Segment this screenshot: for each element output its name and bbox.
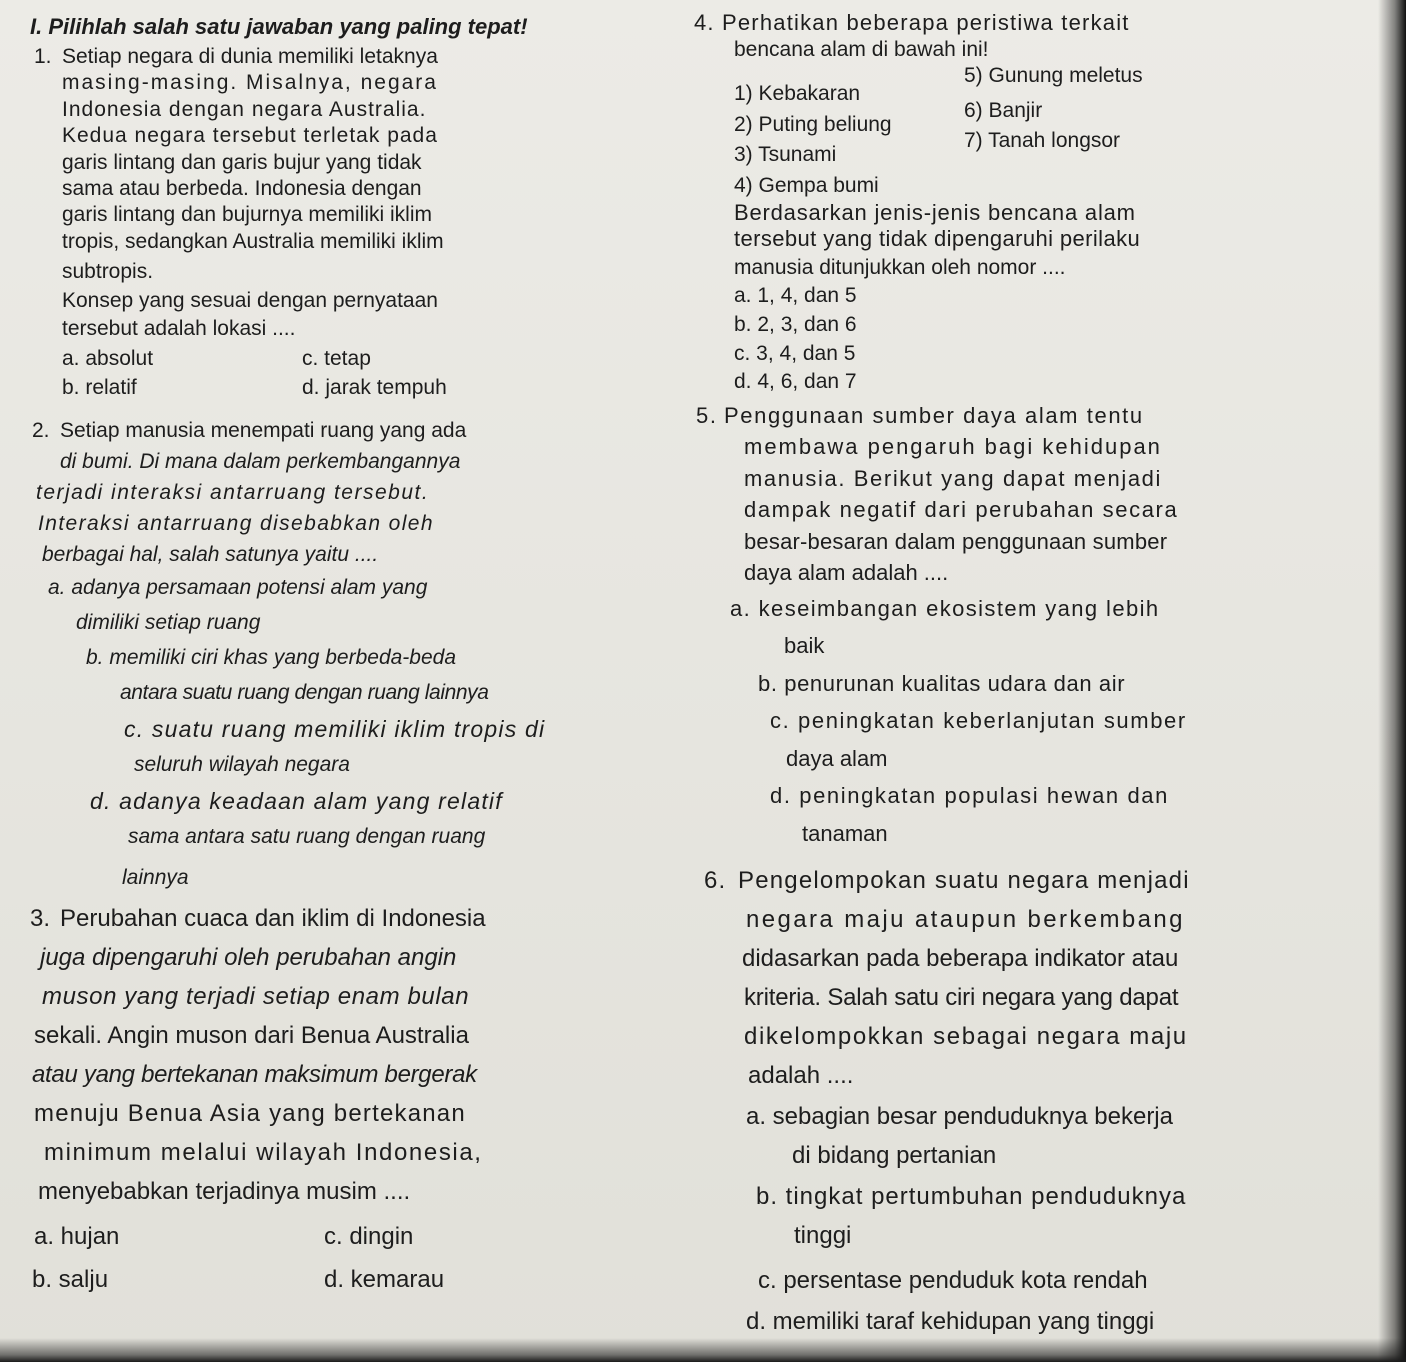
hazard-item: 6) Banjir [964, 98, 1043, 122]
page-edge-shadow [1378, 0, 1406, 1362]
question-text: berbagai hal, salah satunya yaitu .... [42, 543, 379, 567]
question-number: 3. [30, 905, 51, 933]
page-bottom-shadow [0, 1338, 1406, 1362]
option-5b[interactable] [690, 668, 1370, 700]
option-text: a. sebagian besar penduduknya bekerja [746, 1103, 1173, 1131]
option-text: c. peningkatan keberlanjutan sumber [770, 708, 1187, 734]
option-1d[interactable]: d. jarak tempuh [302, 375, 447, 399]
question-number: 2. [32, 419, 50, 443]
hazard-item: 2) Puting beliung [734, 112, 892, 136]
option-text: b. memiliki ciri khas yang berbeda-beda [86, 646, 457, 670]
option-4c[interactable]: c. 3, 4, dan 5 [734, 341, 856, 365]
option-4b[interactable]: b. 2, 3, dan 6 [734, 312, 857, 336]
question-text: manusia ditunjukkan oleh nomor .... [734, 255, 1066, 279]
question-text: Berdasarkan jenis-jenis bencana alam [734, 199, 1136, 225]
option-4a[interactable]: a. 1, 4, dan 5 [734, 284, 857, 308]
question-text: daya alam adalah .... [744, 560, 949, 586]
question-text: Indonesia dengan negara Australia. [62, 97, 427, 121]
question-text: masing-masing. Misalnya, negara [62, 71, 438, 95]
right-column [690, 10, 1370, 1341]
question-2 [30, 415, 650, 893]
option-text: di bidang pertanian [792, 1142, 997, 1170]
option-2a[interactable] [30, 572, 650, 603]
hazard-item: 4) Gempa bumi [734, 173, 879, 197]
option-6d[interactable] [690, 1302, 1370, 1341]
hazard-item: 1) Kebakaran [734, 82, 861, 106]
question-number: 5. [696, 402, 718, 428]
question-text: juga dipengaruhi oleh perubahan angin [40, 944, 457, 972]
question-text: di bumi. Di mana dalam perkembangannya [60, 450, 461, 474]
question-5 [690, 400, 1370, 850]
option-text: dimiliki setiap ruang [76, 611, 261, 635]
section-heading: I. Pilihlah salah satu jawaban yang paling tepat! [30, 14, 528, 39]
option-text: sama antara satu ruang dengan ruang [128, 825, 486, 849]
option-1a[interactable]: a. absolut [62, 347, 154, 371]
option-text: c. suatu ruang memiliki iklim tropis di [124, 716, 546, 743]
option-text: b. tingkat pertumbuhan penduduknya [756, 1183, 1187, 1211]
question-text: didasarkan pada beberapa indikator atau [742, 945, 1179, 973]
question-text: kriteria. Salah satu ciri negara yang dapat [744, 984, 1179, 1012]
question-text: menuju Benua Asia yang bertekanan [34, 1100, 466, 1128]
option-6a[interactable] [690, 1097, 1370, 1136]
question-text: tropis, sedangkan Australia memiliki iklim [62, 229, 444, 253]
option-3b[interactable]: b. salju [32, 1266, 109, 1294]
question-text: negara maju ataupun berkembang [746, 906, 1185, 934]
option-5c[interactable] [690, 705, 1370, 737]
option-text: a. adanya persamaan potensi alam yang [48, 576, 428, 600]
option-text: tanaman [802, 820, 888, 846]
option-1b[interactable]: b. relatif [62, 375, 137, 399]
option-2b[interactable] [30, 642, 650, 673]
hazard-item: 3) Tsunami [734, 143, 837, 167]
question-text: dampak negatif dari perubahan secara [744, 497, 1179, 523]
hazard-item: 5) Gunung meletus [964, 64, 1143, 88]
question-number: 6. [704, 867, 727, 895]
question-text: Kedua negara tersebut terletak pada [62, 124, 438, 148]
question-text: adalah .... [748, 1062, 854, 1090]
question-4 [690, 10, 1370, 396]
question-text: Pengelompokan suatu negara menjadi [738, 867, 1190, 895]
option-3c[interactable]: c. dingin [324, 1223, 414, 1251]
option-1c[interactable]: c. tetap [302, 347, 371, 371]
option-text: d. adanya keadaan alam yang relatif [90, 788, 503, 815]
question-text: tersebut yang tidak dipengaruhi perilaku [734, 226, 1141, 252]
question-text: Penggunaan sumber daya alam tentu [724, 402, 1144, 428]
question-text: sekali. Angin muson dari Benua Australia [34, 1022, 469, 1050]
option-5a[interactable] [690, 593, 1370, 625]
question-text: membawa pengaruh bagi kehidupan [744, 434, 1162, 460]
option-text: daya alam [786, 745, 888, 771]
option-text: baik [784, 633, 825, 659]
option-5d[interactable] [690, 780, 1370, 812]
option-6c[interactable] [690, 1261, 1370, 1300]
option-text: d. memiliki taraf kehidupan yang tinggi [746, 1308, 1155, 1336]
question-text: bencana alam di bawah ini! [734, 37, 989, 61]
question-text: Konsep yang sesuai dengan pernyataan [62, 288, 438, 312]
option-4d[interactable]: d. 4, 6, dan 7 [734, 370, 857, 394]
question-text: manusia. Berikut yang dapat menjadi [744, 465, 1162, 491]
question-number: 4. [694, 10, 715, 35]
option-text: d. peningkatan populasi hewan dan [770, 783, 1169, 809]
question-text: subtropis. [62, 260, 154, 284]
option-text: seluruh wilayah negara [134, 753, 350, 777]
option-3d[interactable]: d. kemarau [324, 1266, 445, 1294]
question-text: terjadi interaksi antarruang tersebut. [36, 481, 430, 505]
option-text: c. persentase penduduk kota rendah [758, 1267, 1148, 1295]
option-3a[interactable]: a. hujan [34, 1223, 120, 1251]
question-text: garis lintang dan bujurnya memiliki iklim [62, 203, 432, 227]
question-text: muson yang terjadi setiap enam bulan [42, 983, 470, 1011]
question-3 [30, 899, 650, 1299]
hazard-item [964, 169, 1184, 200]
question-text: besar-besaran dalam penggunaan sumber [744, 528, 1168, 554]
option-text: a. keseimbangan ekosistem yang lebih [730, 595, 1160, 621]
question-text: dikelompokkan sebagai negara maju [744, 1023, 1188, 1051]
option-6b[interactable] [690, 1177, 1370, 1216]
question-text: Perhatikan beberapa peristiwa terkait [722, 10, 1130, 35]
question-text: minimum melalui wilayah Indonesia, [44, 1139, 483, 1167]
question-text: garis lintang dan garis bujur yang tidak [62, 150, 422, 174]
option-2d[interactable] [30, 786, 650, 817]
option-2c[interactable] [30, 714, 650, 745]
question-text: menyebabkan terjadinya musim .... [38, 1178, 411, 1206]
question-text: atau yang bertekanan maksimum bergerak [32, 1061, 477, 1089]
hazard-item: 7) Tanah longsor [964, 129, 1121, 153]
question-text: Setiap negara di dunia memiliki letaknya [62, 45, 438, 68]
question-text: tersebut adalah lokasi .... [62, 317, 296, 341]
question-6 [690, 861, 1370, 1341]
question-text: Interaksi antarruang disebabkan oleh [38, 512, 434, 536]
hazard-list [690, 63, 1370, 199]
left-column [30, 14, 650, 1299]
option-text: b. penurunan kualitas udara dan air [758, 670, 1126, 696]
question-number: 1. [34, 45, 52, 68]
option-text: antara suatu ruang dengan ruang lainnya [120, 681, 489, 705]
question-1 [34, 44, 650, 401]
question-text: Setiap manusia menempati ruang yang ada [60, 419, 467, 443]
option-text: lainnya [122, 866, 189, 890]
question-text: sama atau berbeda. Indonesia dengan [62, 177, 422, 201]
question-text: Perubahan cuaca dan iklim di Indonesia [60, 905, 486, 933]
option-text: tinggi [794, 1222, 852, 1250]
